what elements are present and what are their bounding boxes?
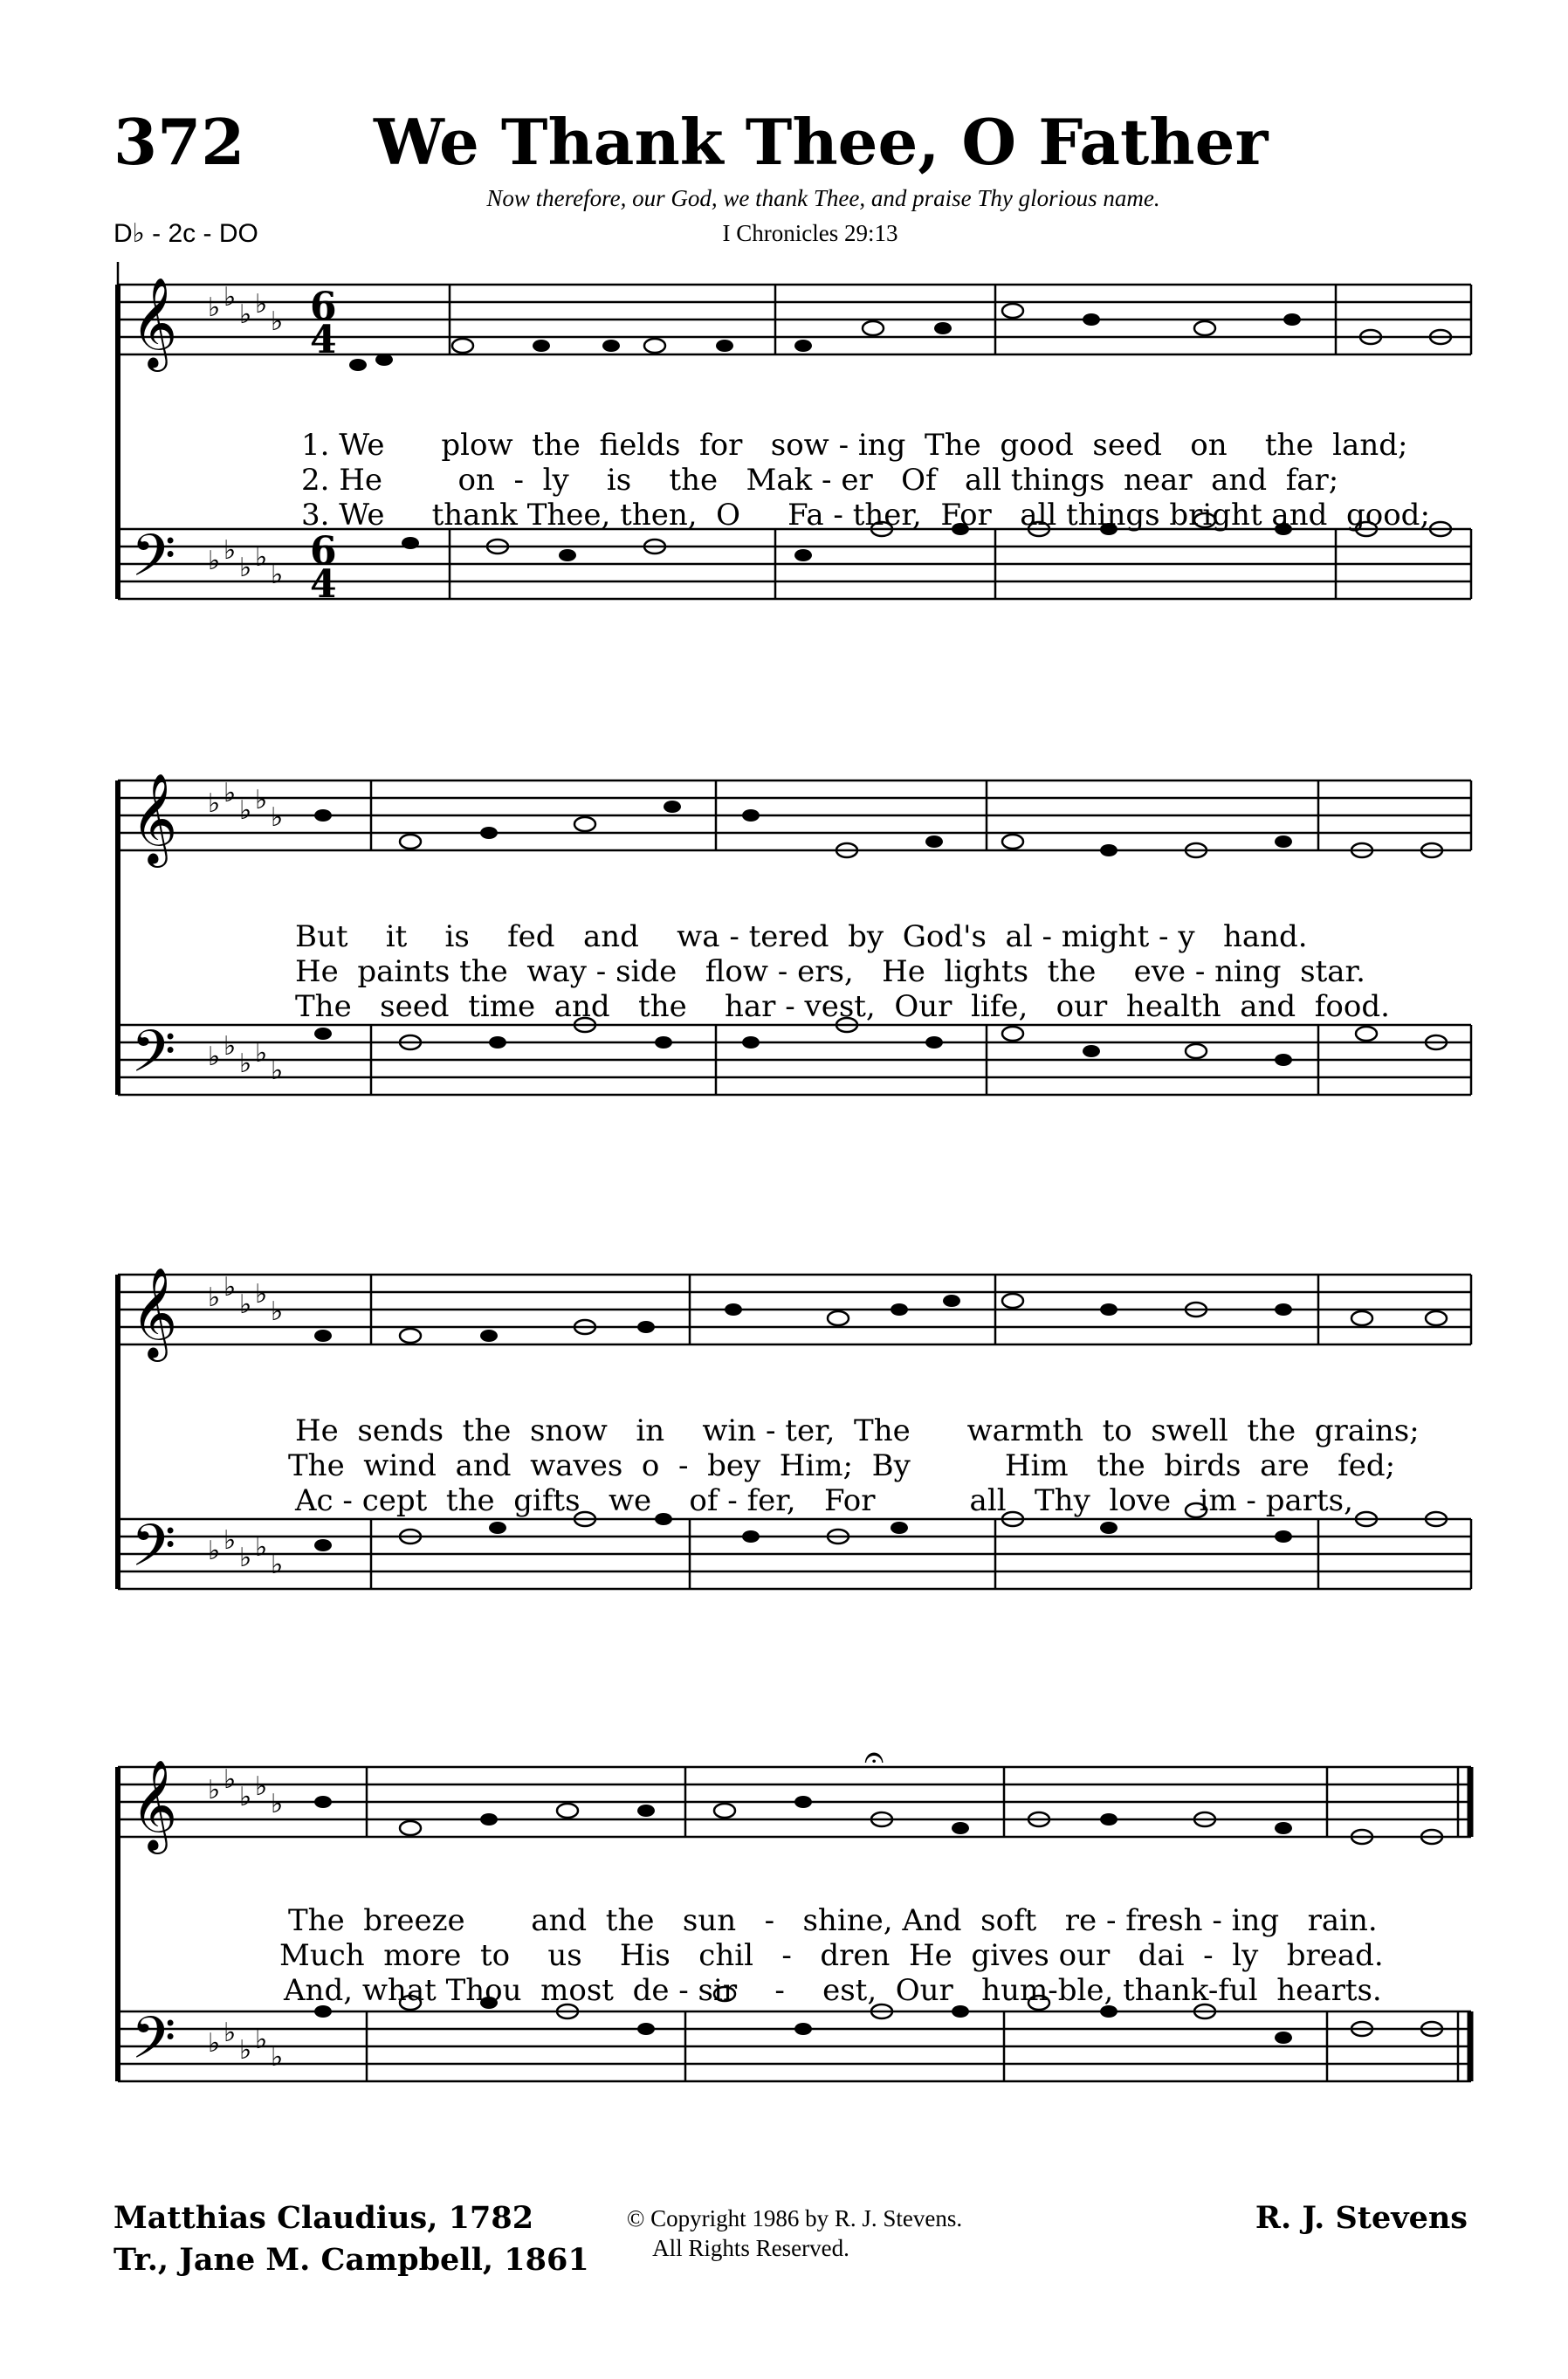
svg-text:6: 6 — [310, 529, 337, 574]
copyright-notice: © Copyright 1986 by R. J. Stevens. — [626, 2205, 963, 2231]
svg-text:𝄞: 𝄞 — [131, 773, 178, 864]
translator-credit: Tr., Jane M. Campbell, 1861 — [113, 2242, 589, 2278]
svg-text:♭: ♭ — [224, 2018, 237, 2048]
music-system-2 — [0, 758, 1568, 1168]
svg-text:♭: ♭ — [271, 1550, 284, 1580]
svg-text:♭: ♭ — [224, 778, 237, 808]
lyric-verse-3: The seed time and the har - vest, Our life, our health and food. — [295, 989, 1390, 1024]
svg-text:𝄐: 𝄐 — [864, 1744, 884, 1777]
lyric-verse-2: He paints the way - side flow - ers, He lights the eve - ning star. — [295, 954, 1365, 989]
svg-text:♭: ♭ — [271, 306, 284, 337]
svg-text:♭: ♭ — [239, 2035, 252, 2066]
lyric-verse-1: 1. We plow the fields for sow - ing The good seed on the land; — [301, 428, 1408, 463]
svg-text:𝄞: 𝄞 — [131, 1267, 178, 1358]
lyric-verse-2: Much more to us His chil - dren He gives our dai - ly bread. — [279, 1938, 1384, 1973]
music-system-3 — [0, 1252, 1568, 1662]
svg-text:♭: ♭ — [271, 802, 284, 833]
svg-text:𝄢: 𝄢 — [131, 522, 176, 603]
rights-notice: All Rights Reserved. — [652, 2235, 849, 2261]
lyric-verse-1: But it is fed and wa - tered by God's al - might - y hand. — [295, 919, 1308, 954]
svg-text:♭: ♭ — [271, 1055, 284, 1086]
lyric-verse-1: The breeze and the sun - shine, And soft re - fresh - ing rain. — [288, 1903, 1378, 1938]
svg-text:♭: ♭ — [208, 1042, 221, 1072]
hymn-number: 372 — [113, 105, 245, 179]
svg-text:♭: ♭ — [208, 1536, 221, 1566]
composer-credit: R. J. Stevens — [1255, 2200, 1468, 2236]
svg-text:𝄢: 𝄢 — [131, 2004, 176, 2086]
author-credit: Matthias Claudius, 1782 — [113, 2200, 534, 2236]
svg-text:♭: ♭ — [239, 1543, 252, 1573]
svg-text:♭: ♭ — [208, 546, 221, 576]
lyric-verse-3: Ac - cept the gifts we of - fer, For all Thy love im - parts, — [295, 1483, 1353, 1518]
lyric-verse-3: 3. We thank Thee, then, O Fa - ther, For all things bright and good; — [301, 498, 1430, 533]
svg-text:♭: ♭ — [271, 1296, 284, 1327]
svg-text:♭: ♭ — [239, 299, 252, 330]
svg-text:♭: ♭ — [239, 1049, 252, 1079]
svg-text:6: 6 — [310, 285, 337, 329]
svg-text:♭: ♭ — [255, 2025, 268, 2055]
svg-text:♭: ♭ — [239, 795, 252, 826]
svg-text:♭: ♭ — [239, 553, 252, 583]
svg-text:4: 4 — [310, 318, 337, 362]
svg-text:♭: ♭ — [239, 1289, 252, 1320]
svg-text:♭: ♭ — [224, 1525, 237, 1556]
svg-text:♭: ♭ — [255, 1771, 268, 1802]
svg-text:♭: ♭ — [271, 560, 284, 590]
svg-text:♭: ♭ — [255, 1532, 268, 1563]
lyric-verse-2: 2. He on - ly is the Mak - er Of all things near and far; — [301, 463, 1339, 498]
svg-text:♭: ♭ — [271, 2042, 284, 2073]
hymn-title: We Thank Thee, O Father — [374, 105, 1269, 179]
svg-text:♭: ♭ — [224, 535, 237, 566]
svg-text:♭: ♭ — [208, 2028, 221, 2059]
svg-text:♭: ♭ — [224, 1764, 237, 1795]
svg-text:♭: ♭ — [239, 1782, 252, 1812]
svg-text:𝄞: 𝄞 — [131, 1759, 178, 1851]
svg-text:4: 4 — [310, 562, 337, 607]
svg-text:♭: ♭ — [255, 1038, 268, 1069]
svg-text:♭: ♭ — [224, 1272, 237, 1303]
svg-text:𝄞: 𝄞 — [131, 277, 178, 368]
epigraph: Now therefore, our God, we thank Thee, and praise Thy glorious name. — [486, 185, 1160, 211]
svg-text:♭: ♭ — [255, 785, 268, 815]
svg-text:♭: ♭ — [208, 292, 221, 323]
lyric-verse-2: The wind and waves o - bey Him; By Him the birds are fed; — [288, 1448, 1396, 1483]
scripture-reference: I Chronicles 29:13 — [722, 220, 898, 246]
svg-text:♭: ♭ — [255, 542, 268, 573]
svg-text:♭: ♭ — [271, 1789, 284, 1819]
svg-text:♭: ♭ — [208, 788, 221, 819]
svg-text:♭: ♭ — [255, 1279, 268, 1310]
svg-text:♭: ♭ — [224, 282, 237, 313]
svg-text:♭: ♭ — [208, 1282, 221, 1313]
lyric-verse-3: And, what Thou most de - sir - est, Our hum-ble, thank-ful hearts. — [284, 1973, 1382, 2008]
svg-text:♭: ♭ — [208, 1775, 221, 1805]
key-info: D♭ - 2c - DO — [113, 219, 258, 248]
svg-text:𝄢: 𝄢 — [131, 1018, 176, 1099]
svg-text:𝄢: 𝄢 — [131, 1512, 176, 1593]
svg-text:♭: ♭ — [255, 289, 268, 320]
music-system-4 — [0, 1744, 1568, 2181]
lyric-verse-1: He sends the snow in win - ter, The warmth to swell the grains; — [295, 1413, 1420, 1448]
music-system-1 — [0, 262, 1568, 672]
svg-text:♭: ♭ — [224, 1031, 237, 1062]
